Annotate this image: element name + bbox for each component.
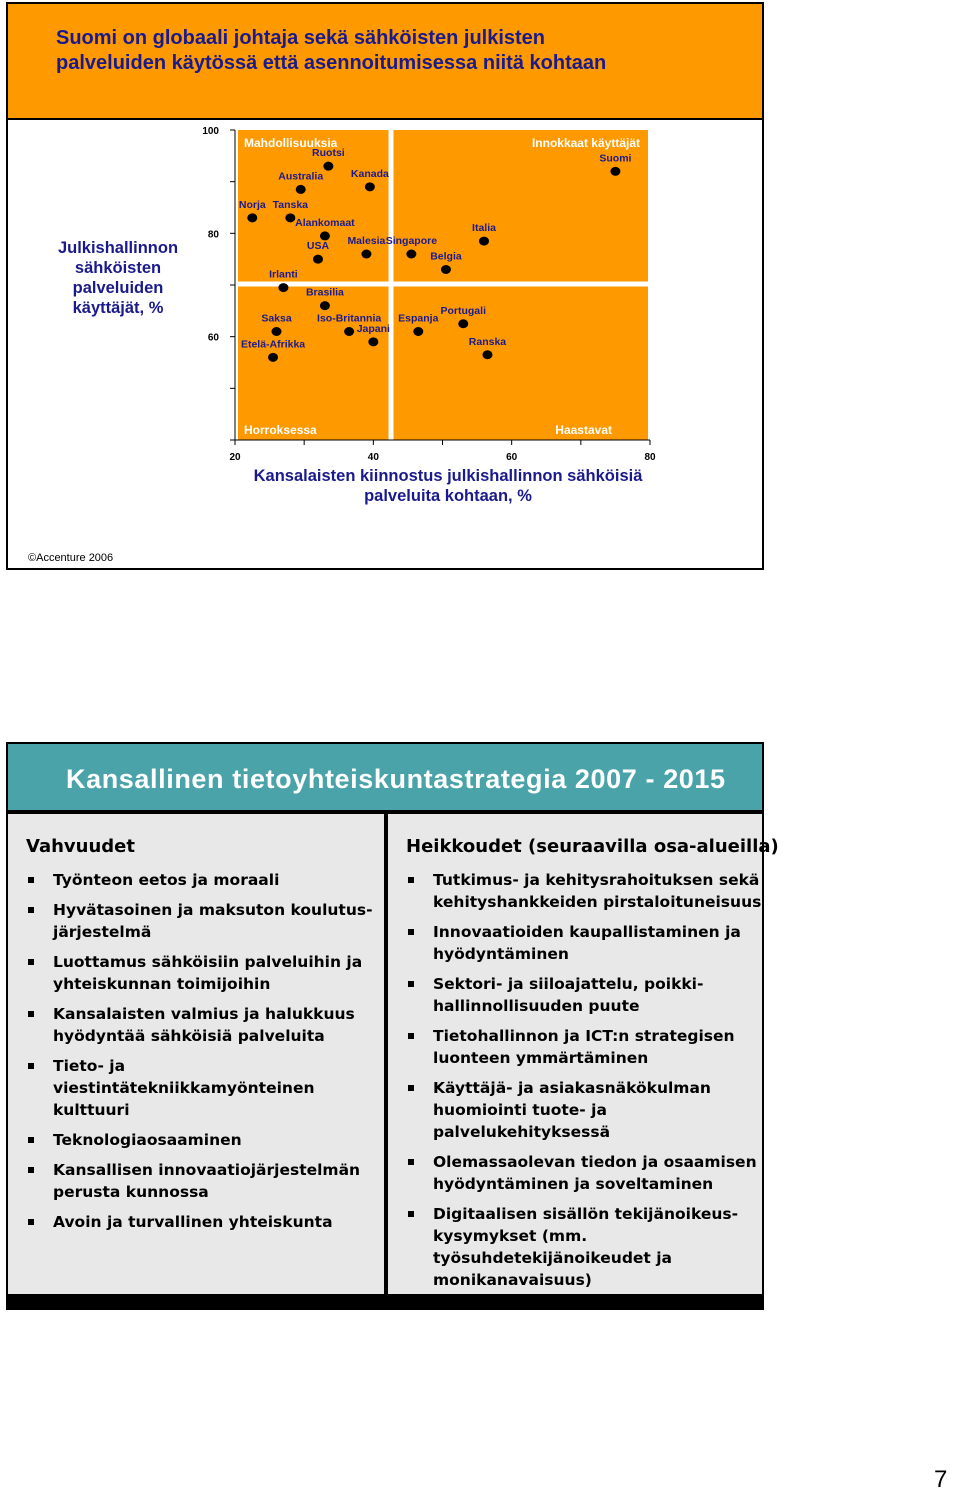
strengths-column	[8, 814, 384, 1294]
weakness-item-text: Digitaalisen sisällön tekijänoikeus-kysymykset (mm. työsuhdetekijänoikeudet ja monikanavaisuus)	[433, 1205, 739, 1289]
data-point	[247, 213, 257, 222]
data-point-label: Saksa	[261, 312, 292, 325]
strength-item-text: Kansallisen innovaatiojärjestelmän perusta kunnossa	[53, 1161, 361, 1201]
x-axis-label: Kansalaisten kiinnostus julkishallinnon sähköisiä palveluita kohtaan, %	[253, 467, 643, 505]
data-point	[406, 250, 416, 259]
data-point	[458, 319, 468, 328]
data-point-label: Portugali	[440, 304, 487, 317]
data-point-label: Japani	[356, 322, 390, 335]
strength-item	[26, 951, 384, 995]
x-tick-label: 40	[367, 452, 379, 463]
copyright-text: ©Accenture 2006	[28, 552, 114, 564]
strength-item-text: Työnteon eetos ja moraali	[53, 871, 280, 889]
weaknesses-list	[406, 869, 762, 1291]
bullet-icon	[408, 1211, 414, 1217]
data-point	[323, 162, 333, 171]
weakness-item-text: Tutkimus- ja kehitysrahoituksen sekä kehityshankkeiden pirstaloituneisuus	[433, 871, 762, 911]
strengths-list	[26, 869, 384, 1233]
quadrant-label-bottom-right: Haastavat	[555, 423, 612, 437]
weakness-item	[406, 1077, 762, 1143]
data-point	[610, 167, 620, 176]
data-point	[278, 283, 288, 292]
data-point-label: Alankomaat	[295, 216, 355, 229]
strength-item-text: Luottamus sähköisiin palveluihin ja yhteiskunnan toimijoihin	[53, 953, 363, 993]
x-tick-label: 20	[229, 452, 241, 463]
weakness-item	[406, 869, 762, 913]
bullet-icon	[408, 877, 414, 883]
strength-item-text: Avoin ja turvallinen yhteiskunta	[53, 1213, 333, 1231]
data-point	[296, 185, 306, 194]
bullet-icon	[28, 959, 34, 965]
data-point	[441, 265, 451, 274]
data-point	[365, 182, 375, 191]
x-tick-label: 60	[506, 452, 518, 463]
y-axis-label: Julkishallinnon sähköisten palveluiden käyttäjät, %	[57, 239, 179, 317]
data-point-label: Malesia	[347, 235, 386, 247]
data-point	[285, 213, 295, 222]
quadrant-label-bottom-left: Horroksessa	[244, 423, 317, 437]
data-point-label: Ranska	[468, 335, 507, 348]
strength-item-text: Teknologiaosaaminen	[53, 1131, 242, 1149]
data-point	[361, 250, 371, 259]
bullet-icon	[408, 1085, 414, 1091]
data-point-label: Iso-Britannia	[317, 312, 382, 325]
strength-item	[26, 869, 384, 891]
y-tick-label: 80	[207, 229, 219, 241]
data-point	[479, 237, 489, 246]
data-point	[272, 327, 282, 336]
bullet-icon	[28, 1219, 34, 1225]
weakness-item	[406, 973, 762, 1017]
data-point-label: Brasilia	[305, 286, 344, 299]
data-point	[268, 353, 278, 362]
weakness-item-text: Käyttäjä- ja asiakasnäkökulman huomiointi tuote- ja palvelukehityksessä	[433, 1079, 711, 1141]
weakness-item-text: Innovaatioiden kaupallistaminen ja hyödyntäminen	[433, 923, 741, 963]
data-point	[320, 301, 330, 310]
data-point-label: Etelä-Afrikka	[240, 338, 306, 351]
data-point-label: Belgia	[430, 250, 462, 263]
data-point-label: Singapore	[385, 235, 438, 247]
data-point-label: Tanska	[272, 198, 309, 211]
data-point	[482, 350, 492, 359]
data-point	[313, 255, 323, 264]
strength-item	[26, 1211, 384, 1233]
weakness-item	[406, 1151, 762, 1195]
data-point	[413, 327, 423, 336]
bullet-icon	[408, 1033, 414, 1039]
weakness-item	[406, 1025, 762, 1069]
strength-item-text: Kansalaisten valmius ja halukkuus hyödyntää sähköisiä palveluita	[53, 1005, 355, 1045]
data-point-label: Irlanti	[269, 268, 298, 281]
bullet-icon	[28, 1063, 34, 1069]
y-tick-label: 60	[207, 332, 219, 344]
slide2-title: Kansallinen tietoyhteiskuntastrategia 2007 - 2015	[66, 764, 726, 794]
data-point-label: Espanja	[398, 312, 439, 325]
scatter-chart	[0, 0, 780, 580]
data-point	[344, 327, 354, 336]
weaknesses-column	[388, 814, 779, 1294]
slide-title: Suomi on globaali johtaja sekä sähköisten julkisten palveluiden käytössä että asennoitumisessa niitä kohtaan	[56, 27, 607, 74]
bullet-icon	[28, 1011, 34, 1017]
weaknesses-heading: Heikkoudet (seuraavilla osa-alueilla)	[406, 836, 779, 857]
weakness-item-text: Tietohallinnon ja ICT:n strategisen luonteen ymmärtäminen	[433, 1027, 735, 1067]
slide-strategy	[6, 742, 779, 1310]
bullet-icon	[28, 1137, 34, 1143]
data-point-label: Ruotsi	[312, 147, 345, 160]
data-point-label: Suomi	[599, 152, 632, 165]
strength-item-text: Tieto- ja viestintätekniikkamyönteinen kulttuuri	[53, 1057, 315, 1119]
bullet-icon	[28, 1167, 34, 1173]
data-point	[320, 231, 330, 240]
bullet-icon	[408, 981, 414, 987]
strength-item	[26, 1003, 384, 1047]
strengths-heading: Vahvuudet	[26, 836, 135, 857]
quadrant-label-top-right: Innokkaat käyttäjät	[531, 136, 640, 150]
page-number: 7	[934, 1466, 948, 1493]
quadrant-bottom-left	[238, 287, 389, 441]
weakness-item	[406, 921, 762, 965]
data-point-label: Kanada	[350, 167, 389, 180]
y-tick-label: 100	[202, 126, 219, 137]
bullet-icon	[28, 877, 34, 883]
strength-item	[26, 1129, 384, 1151]
data-point-label: Australia	[278, 170, 324, 183]
bullet-icon	[408, 1159, 414, 1165]
data-point-label: Italia	[472, 222, 496, 235]
slide2-header	[6, 742, 764, 812]
quadrant-label-top-left: Mahdollisuuksia	[244, 136, 338, 150]
strength-item	[26, 1055, 384, 1121]
bullet-icon	[408, 929, 414, 935]
bullet-icon	[28, 907, 34, 913]
data-point-label: Norja	[238, 198, 266, 211]
quadrant-bottom-right	[394, 287, 649, 441]
weakness-item-text: Sektori- ja siiloajattelu, poikki-hallinnollisuuden puute	[433, 975, 704, 1015]
weakness-item	[406, 1203, 762, 1291]
x-tick-label: 80	[644, 452, 656, 463]
strength-item-text: Hyvätasoinen ja maksuton koulutus-järjestelmä	[53, 901, 373, 941]
strength-item	[26, 1159, 384, 1203]
weakness-item-text: Olemassaolevan tiedon ja osaamisen hyödyntäminen ja soveltaminen	[433, 1153, 757, 1193]
strength-item	[26, 899, 384, 943]
data-point	[368, 337, 378, 346]
data-point-label: USA	[306, 240, 330, 253]
